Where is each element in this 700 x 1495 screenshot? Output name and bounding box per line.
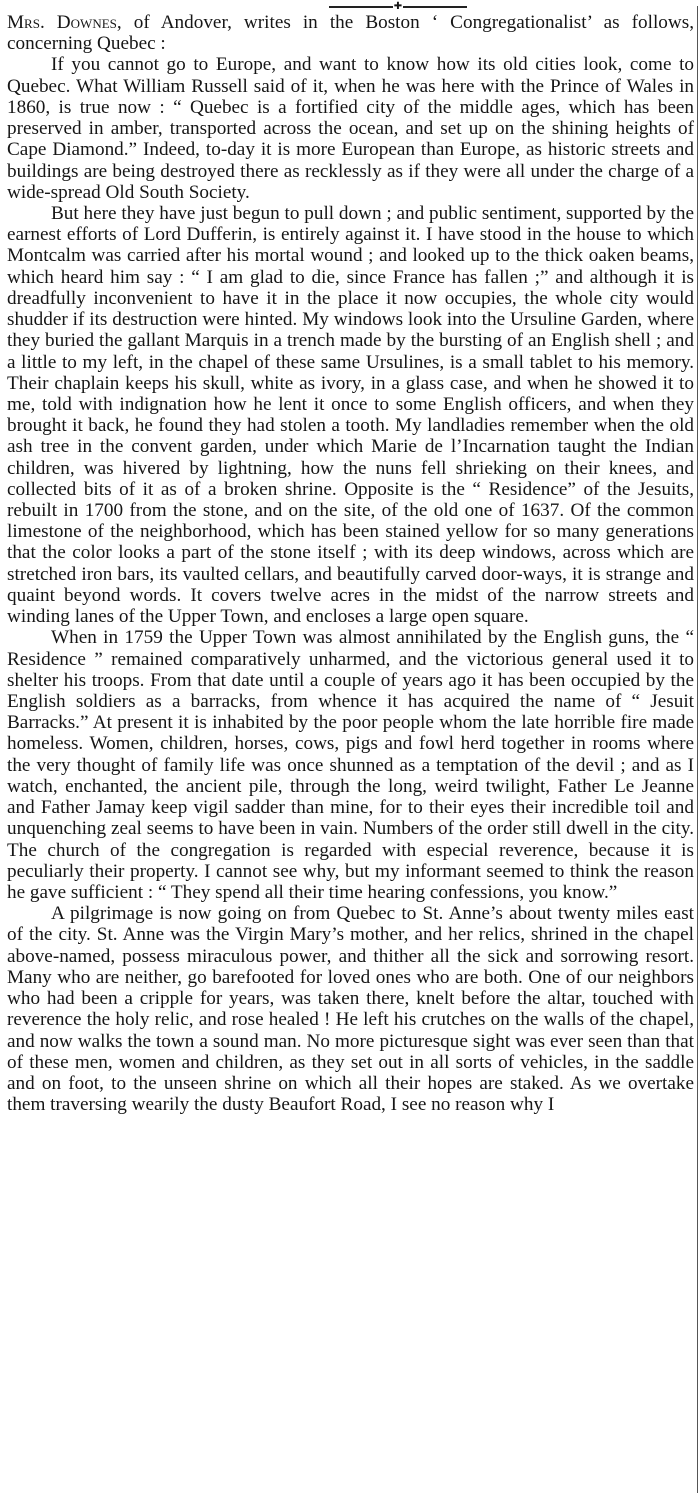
ornament-mark: ✚ xyxy=(393,1,403,12)
ornament-rule-left xyxy=(329,6,393,7)
author-name: Mrs. Downes xyxy=(7,12,117,33)
paragraph-text: , of Andover, writes in the Boston ‘ Congregationalist’ as follows, concerning Quebec : xyxy=(7,12,694,55)
article-paragraph: When in 1759 the Upper Town was almost annihilated by the English guns, the “ Residence ” remained comparatively unharmed, and the victorious general used it to shelter his troops. From that date until a couple of years ago it has been occupied by the English soldiers as a barracks, from whence it has acquired the name of “ Jesuit Barracks.” At present it is inhabited by the poor people whom the late horrible fire made homeless. Women, children, horses, cows, pigs and fowl herd together in rooms where the very thought of family life was once shunned as a temptation of the devil ; and as I watch, enchanted, the ancient pile, through the long, weird twilight, Father Le Jeanne and Father Jamay keep vigil sadder than mine, for to their eyes their incredible toil and unquenching zeal seems to have been in vain. Numbers of the order still dwell in the city. The church of the congregation is regarded with especial reverence, because it is peculiarly their property. I cannot see why, but my informant seemed to think the reason he gave sufficient : “ They spend all their time hearing confessions, you know.” xyxy=(7,627,694,903)
article-paragraph xyxy=(7,12,694,54)
section-ornament xyxy=(102,2,694,12)
column-rule xyxy=(697,6,698,1493)
article-paragraph: If you cannot go to Europe, and want to know how its old cities look, come to Quebec. What William Russell said of it, when he was here with the Prince of Wales in 1860, is true now : “ Quebec is a fortified city of the middle ages, which has been preserved in amber, transported across the ocean, and set up on the shining heights of Cape Diamond.” Indeed, to-day it is more European than Europe, as historic streets and buildings are being destroyed there as recklessly as if they were all under the charge of a wide-spread Old South Society. xyxy=(7,54,694,203)
article-paragraph: A pilgrimage is now going on from Quebec to St. Anne’s about twenty miles east of the city. St. Anne was the Virgin Mary’s mother, and her relics, shrined in the chapel above-named, possess miraculous power, and thither all the sick and sorrowing resort. Many who are neither, go barefooted for loved ones who are both. One of our neighbors who had been a cripple for years, was taken there, knelt before the altar, touched with reverence the holy relic, and rose healed ! He left his crutches on the walls of the chapel, and now walks the town a sound man. No more picturesque sight was ever seen than that of these men, women and children, as they set out in all sorts of vehicles, in the saddle and on foot, to the unseen shrine on which all their hopes are staked. As we overtake them traversing wearily the dusty Beaufort Road, I see no reason why I xyxy=(7,903,694,1116)
article-body xyxy=(7,12,694,1115)
ornament-rule-right xyxy=(403,6,467,7)
article-paragraph: But here they have just begun to pull down ; and public sentiment, supported by the earnest efforts of Lord Dufferin, is entirely against it. I have stood in the house to which Montcalm was carried after his mortal wound ; and looked up to the thick oaken beams, which heard him say : “ I am glad to die, since France has fallen ;” and although it is dreadfully inconvenient to have it in the place it now occupies, the whole city would shudder if its destruction were hinted. My windows look into the Ursuline Garden, where they buried the gallant Marquis in a trench made by the bursting of an English shell ; and a little to my left, in the chapel of these same Ursulines, is a small tablet to his memory. Their chaplain keeps his skull, white as ivory, in a glass case, and when he showed it to me, told with indignation how he lent it once to some English officers, and when they brought it back, he found they had stolen a tooth. My landladies remember when the old ash tree in the convent garden, under which Marie de l’Incarnation taught the Indian children, was hivered by lightning, how the nuns fell shrieking on their knees, and collected bits of it as of a broken shrine. Opposite is the “ Residence” of the Jesuits, rebuilt in 1700 from the stone, and on the site, of the old one of 1637. Of the common limestone of the neighborhood, which has been stained yellow for so many generations that the color looks a part of the stone itself ; with its deep windows, across which are stretched iron bars, its vaulted cellars, and beautifully carved door-ways, it is strange and quaint beyond words. It covers twelve acres in the midst of the narrow streets and winding lanes of the Upper Town, and encloses a large open square. xyxy=(7,202,694,628)
